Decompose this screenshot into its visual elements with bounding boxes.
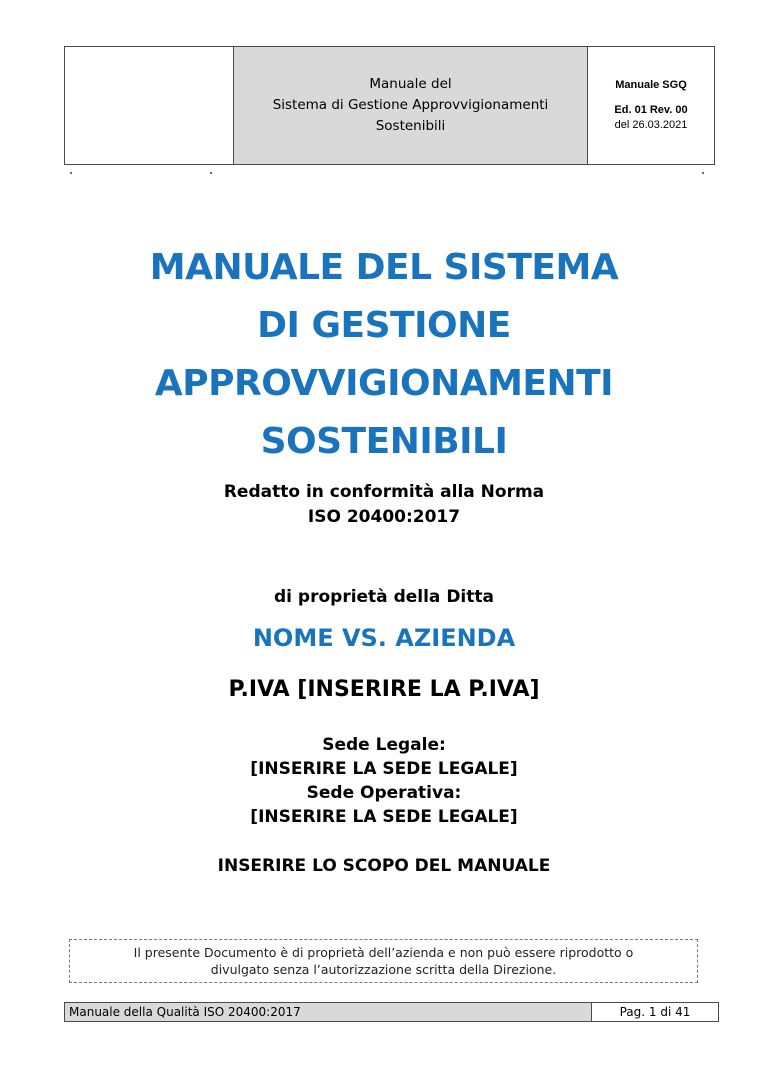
operative-seat-value: [INSERIRE LA SEDE LEGALE]: [250, 807, 518, 827]
revision-date: del 26.03.2021: [614, 119, 688, 131]
header-title-line: Sistema di Gestione Approvvigionamenti: [272, 97, 549, 113]
company-name: NOME VS. AZIENDA: [252, 624, 516, 652]
legal-seat-value: [INSERIRE LA SEDE LEGALE]: [250, 759, 518, 779]
disclaimer-line: Il presente Documento è di proprietà dell’azienda e non può essere riprodotto o: [133, 945, 634, 960]
page-number: Pag. 1 di 41: [619, 1005, 691, 1019]
header-meta: [588, 47, 714, 164]
logo-cell: [65, 47, 234, 164]
subtitle-line: ISO 20400:2017: [307, 507, 461, 527]
legal-seat-label: Sede Legale:: [322, 735, 446, 755]
subtitle-line: Redatto in conformità alla Norma: [223, 482, 545, 502]
separator-dot: [702, 172, 704, 174]
footer-table: [64, 1002, 719, 1022]
disclaimer-line: divulgato senza l’autorizzazione scritta della Direzione.: [210, 962, 557, 977]
header-table: [64, 46, 715, 165]
manual-code: Manuale SGQ: [615, 79, 687, 91]
title-line: SOSTENIBILI: [260, 421, 508, 462]
footer-manual-label: Manuale della Qualità ISO 20400:2017: [65, 1003, 592, 1021]
conformity-note: [0, 480, 768, 530]
header-title-line: Sostenibili: [375, 118, 446, 134]
ownership-label: di proprietà della Ditta: [274, 587, 494, 607]
operative-seat-label: Sede Operativa:: [306, 783, 462, 803]
title-line: DI GESTIONE: [257, 305, 511, 346]
title-line: APPROVVIGIONAMENTI: [154, 363, 614, 404]
header-title: [234, 47, 588, 164]
separator-dot: [210, 172, 212, 174]
title-line: MANUALE DEL SISTEMA: [149, 247, 619, 288]
document-title: [0, 239, 768, 471]
separator-dot: [70, 172, 72, 174]
header-title-line: Manuale del: [369, 76, 452, 92]
vat-number: P.IVA [INSERIRE LA P.IVA]: [228, 677, 540, 702]
manual-scope: INSERIRE LO SCOPO DEL MANUALE: [217, 856, 551, 876]
disclaimer-box: [69, 939, 698, 983]
sede-block: [0, 733, 768, 829]
edition-revision: Ed. 01 Rev. 00: [614, 104, 688, 116]
